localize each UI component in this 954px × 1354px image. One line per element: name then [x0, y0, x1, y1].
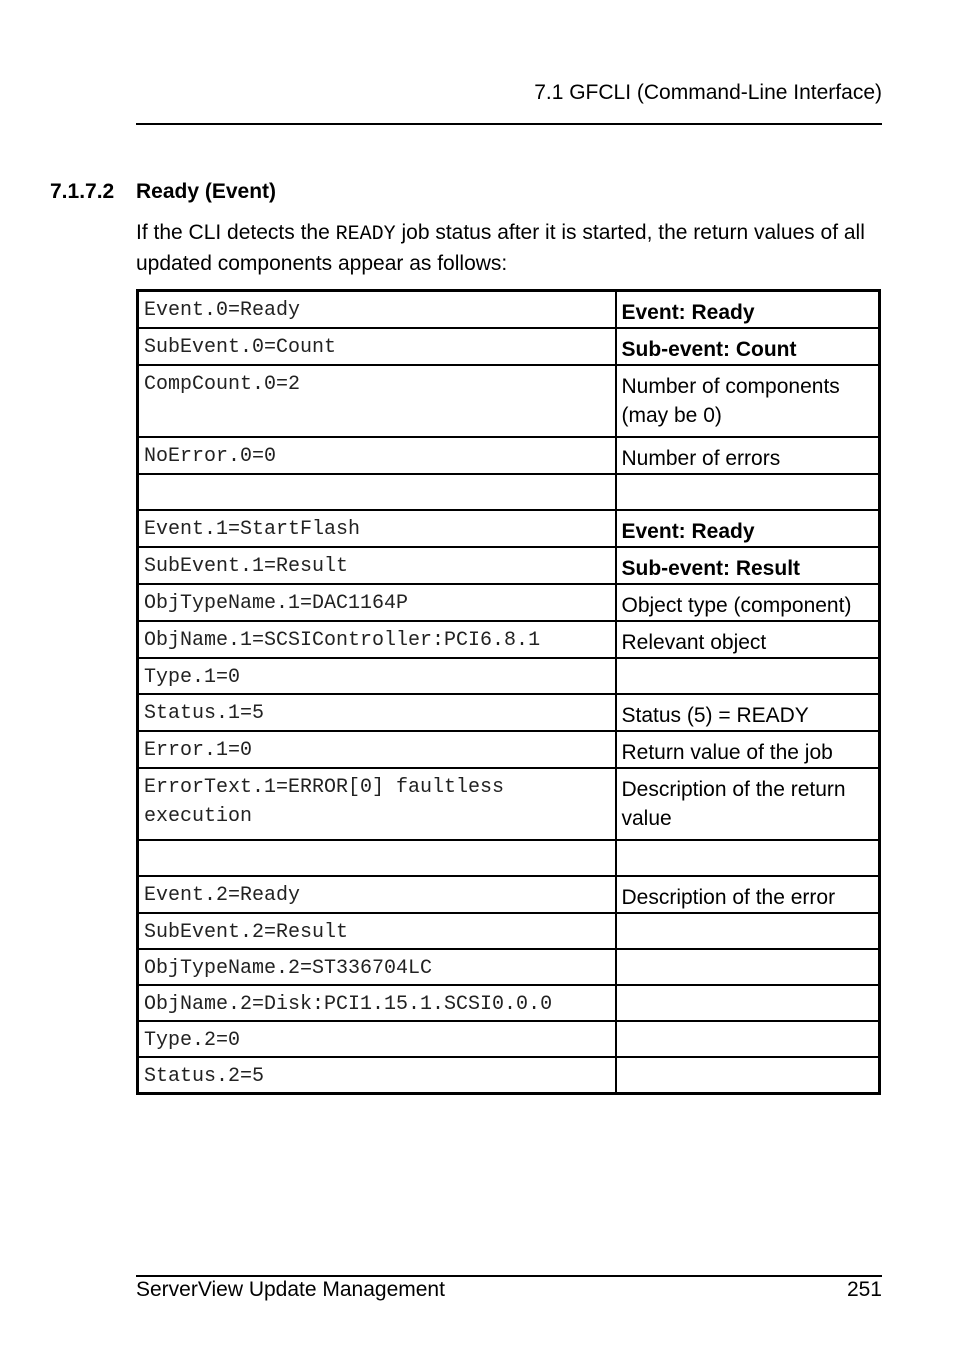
table-row — [138, 328, 880, 365]
footer-doc-title: ServerView Update Management — [136, 1278, 445, 1301]
intro-paragraph — [136, 218, 882, 278]
table-row — [138, 985, 880, 1021]
return-value-description: Description of the return value — [616, 768, 880, 840]
table-row — [138, 437, 880, 474]
return-value-code: Status.1=5 — [138, 694, 616, 731]
return-value-code: ObjTypeName.1=DAC1164P — [138, 584, 616, 621]
table-row — [138, 1021, 880, 1057]
return-value-description: Event: Ready — [616, 510, 880, 547]
return-values-table — [136, 289, 881, 1095]
return-value-code: ObjTypeName.2=ST336704LC — [138, 949, 616, 985]
return-value-description — [616, 840, 880, 876]
return-value-description: Number of components (may be 0) — [616, 365, 880, 437]
table-row — [138, 694, 880, 731]
return-value-code: Event.2=Ready — [138, 876, 616, 913]
return-value-description: Return value of the job — [616, 731, 880, 768]
return-value-code: Status.2=5 — [138, 1057, 616, 1093]
intro-text-end: job status after it is started, the return values of all updated components appear as follows: — [136, 221, 865, 275]
return-value-description — [616, 913, 880, 949]
return-value-description: Description of the error — [616, 876, 880, 913]
return-value-code: SubEvent.0=Count — [138, 328, 616, 365]
table-row — [138, 949, 880, 985]
table-row — [138, 731, 880, 768]
table-row — [138, 1057, 880, 1093]
table-row — [138, 658, 880, 694]
table-row — [138, 365, 880, 437]
return-value-code: Type.1=0 — [138, 658, 616, 694]
return-value-description — [616, 1057, 880, 1093]
table-row — [138, 876, 880, 913]
table-row — [138, 913, 880, 949]
table-row — [138, 474, 880, 510]
return-value-code: Event.1=StartFlash — [138, 510, 616, 547]
running-header: 7.1 GFCLI (Command-Line Interface) — [534, 81, 882, 104]
return-value-description — [616, 949, 880, 985]
return-value-description: Number of errors — [616, 437, 880, 474]
return-value-description — [616, 1021, 880, 1057]
header-rule — [136, 123, 882, 125]
return-value-code: NoError.0=0 — [138, 437, 616, 474]
return-value-code — [138, 474, 616, 510]
table-row — [138, 621, 880, 658]
table-row — [138, 768, 880, 840]
section-number: 7.1.7.2 — [50, 180, 115, 203]
return-value-code: SubEvent.2=Result — [138, 913, 616, 949]
return-value-description: Relevant object — [616, 621, 880, 658]
return-value-description: Sub-event: Result — [616, 547, 880, 584]
table-row — [138, 547, 880, 584]
table-row — [138, 510, 880, 547]
return-value-description: Status (5) = READY — [616, 694, 880, 731]
return-value-description — [616, 658, 880, 694]
return-value-code: ErrorText.1=ERROR[0] faultless execution — [138, 768, 616, 840]
table-row — [138, 584, 880, 621]
section-title: Ready (Event) — [136, 180, 277, 203]
return-value-code: Event.0=Ready — [138, 291, 616, 329]
return-value-description: Event: Ready — [616, 291, 880, 329]
return-value-code — [138, 840, 616, 876]
return-value-code: Type.2=0 — [138, 1021, 616, 1057]
table-row — [138, 840, 880, 876]
table-row — [138, 291, 880, 329]
return-value-description — [616, 985, 880, 1021]
return-value-code: ObjName.2=Disk:PCI1.15.1.SCSI0.0.0 — [138, 985, 616, 1021]
intro-code-ready: READY — [335, 223, 396, 246]
page-number: 251 — [846, 1278, 882, 1301]
return-value-code: Error.1=0 — [138, 731, 616, 768]
return-value-description: Sub-event: Count — [616, 328, 880, 365]
return-value-code: SubEvent.1=Result — [138, 547, 616, 584]
return-value-description: Object type (component) — [616, 584, 880, 621]
return-value-description — [616, 474, 880, 510]
return-value-code: CompCount.0=2 — [138, 365, 616, 437]
return-value-code: ObjName.1=SCSIController:PCI6.8.1 — [138, 621, 616, 658]
intro-text-start: If the CLI detects the — [136, 221, 336, 244]
